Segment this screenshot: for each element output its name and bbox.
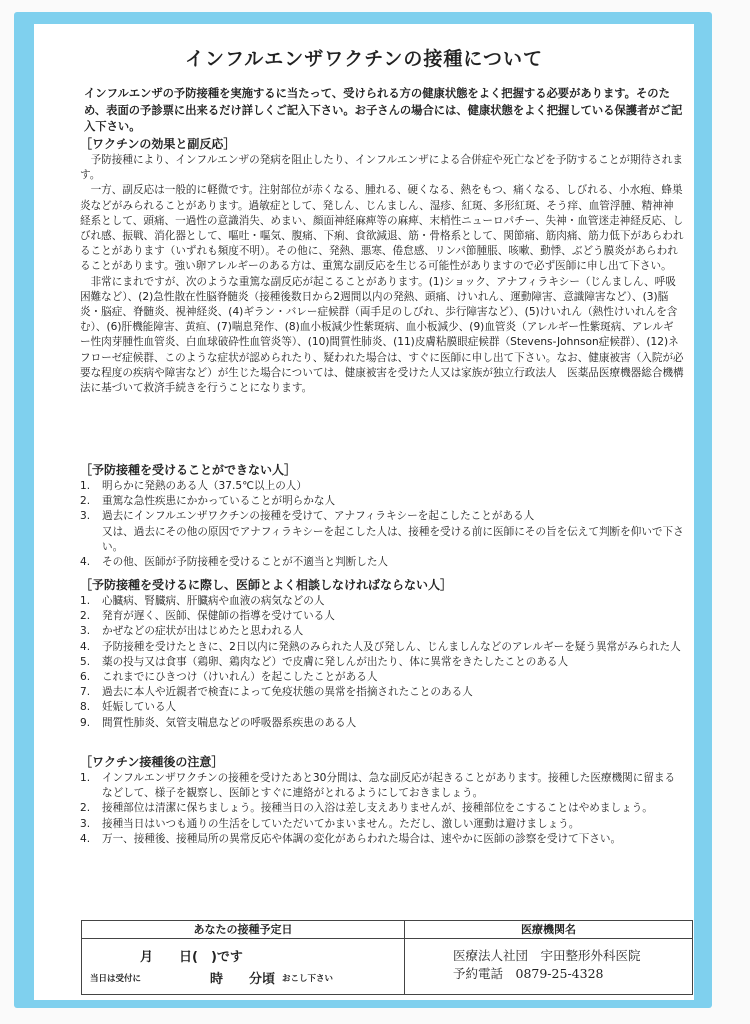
appointment-table — [81, 920, 693, 995]
clinic-header: 医療機関名 — [405, 921, 692, 939]
page-title: インフルエンザワクチンの接種について — [185, 48, 543, 70]
effects-section — [80, 136, 684, 396]
list-item: 1. 心臓病、腎臓病、肝臓病や血液の病気などの人 — [80, 595, 325, 607]
date-line: 月 日( )です — [140, 950, 243, 965]
list-item: 3. かぜなどの症状が出はじめたと思われる人 — [80, 625, 304, 638]
list-item: 6. これまでにひきつけ（けいれん）を起こしたことがある人 — [80, 671, 378, 684]
list-item: 3. 過去にインフルエンザワクチンの接種を受けて、アナフィラキシーを起こしたことがある人 — [80, 510, 535, 523]
schedule-header: あなたの接種予定日 — [82, 921, 404, 939]
come-note: おこし下さい — [282, 974, 334, 984]
after-heading: ［ワクチン接種後の注意］ — [80, 755, 224, 769]
clinic-info — [453, 947, 641, 983]
effects-heading: ［ワクチンの効果と副反応］ — [80, 137, 236, 151]
list-item: 2. 発育が遅く、医師、保健師の指導を受けている人 — [80, 610, 335, 623]
cannot-heading: ［予防接種を受けることができない人］ — [80, 463, 297, 477]
list-item: 7. 過去に本人や近親者で検査によって免疫状態の異常を指摘されたことのある人 — [80, 686, 473, 699]
list-item: 1. 明らかに発熱のある人（37.5℃以上の人） — [80, 480, 307, 492]
clinic-name: 医療法人社団 宇田整形外科医院 — [453, 948, 641, 963]
effects-paragraph: 予防接種により、インフルエンザの発病を阻止したり、インフルエンザによる合併症や死亡などを予防することが期待されます。 — [80, 154, 683, 182]
list-item: 3. 接種当日はいつも通りの生活をしていただいてかまいません。ただし、激しい運動は避けましょう。 — [80, 817, 580, 830]
consult-heading: ［予防接種を受けるに際し、医師とよく相談しなければならない人］ — [80, 578, 453, 592]
consult-section — [80, 577, 684, 731]
list-item: 9. 間質性肺炎、気管支喘息などの呼吸器系疾患のある人 — [80, 716, 357, 729]
clinic-cell — [405, 921, 692, 994]
document-page — [34, 24, 694, 1000]
cannot-section — [80, 462, 684, 570]
intro-text: インフルエンザの予防接種を実施するに当たって、受けられる方の健康状態をよく把握する必要があります。そのため、表面の予診票に出来るだけ詳しくご記入下さい。お子さんの場合には、健康状態をよく把握している保護者がご記入下さい。 — [84, 87, 683, 133]
list-item: 2. 重篤な急性疾患にかかっていることが明らかな人 — [80, 495, 336, 508]
clinic-phone: 予約電話 0879-25-4328 — [453, 966, 604, 981]
schedule-cell — [82, 921, 405, 994]
list-item: 4. 予防接種を受けたときに、2日以内に発熱のみられた人及び発しん、じんましんなどのアレルギーを疑う異常がみられた人 — [80, 640, 681, 653]
list-item: 4. その他、医師が予防接種を受けることが不適当と判断した人 — [80, 556, 389, 569]
time-line: 時 分頃 — [210, 972, 276, 987]
list-item: 5. 薬の投与又は食事（鶏卵、鶏肉など）で皮膚に発しんが出たり、体に異常をきたしたことのある人 — [80, 655, 569, 668]
list-item: 1. インフルエンザワクチンの接種を受けたあと30分間は、急な副反応が起きることがあります。接種した医療機関に留まるなどして、様子を観察し、医師とすぐに連絡がとれるようにしておきましょう。 — [80, 772, 676, 800]
arrive-note: 当日は受付に — [90, 974, 142, 984]
list-item: 2. 接種部位は清潔に保ちましょう。接種当日の入浴は差し支えありませんが、接種部位をこすることはやめましょう。 — [80, 802, 653, 815]
list-item: 4. 万一、接種後、接種局所の異常反応や体調の変化があらわれた場合は、速やかに医師の診察を受けて下さい。 — [80, 832, 622, 845]
list-item: 8. 妊娠している人 — [80, 701, 177, 714]
effects-paragraph: 一方、副反応は一般的に軽微です。注射部位が赤くなる、腫れる、硬くなる、熱をもつ、痛くなる、しびれる、小水疱、蜂巣炎などがみられることがあります。過敏症として、発しん、じんましん、湿疹、紅斑、多形紅斑、そう痒、血管浮腫、精神神経系として、頭痛、一過性の意識消失、めまい、顔面神経麻痺等の麻痺、末梢性ニューロパチー、失神・血管迷走神経反応、しびれ感、振戦、消化器として、嘔吐・嘔気、腹痛、下痢、食欲減退、筋・骨格系として、関節痛、筋肉痛、筋力低下があらわれることがあります（いずれも頻度不明）。その他に、発熱、悪寒、倦怠感、リンパ節腫脹、咳嗽、動悸、ぶどう膜炎があらわれることがあります。強い卵アレルギーのある方は、重篤な副反応を生じる可能性がありますので必ず医師に申し出て下さい。 — [80, 184, 684, 273]
after-section — [80, 754, 684, 847]
list-item-note: 又は、過去にその他の原因でアナフィラキシーを起こした人は、接種を受ける前に医師にその旨を伝えて判断を仰いで下さい。 — [102, 525, 684, 553]
effects-paragraph: 非常にまれですが、次のような重篤な副反応が起こることがあります。(1)ショック、アナフィラキシー（じんましん、呼吸困難など）、(2)急性散在性脳脊髄炎（接種後数日から2週間以内の発熱、頭痛、けいれん、運動障害、意識障害など）、(3)脳炎・脳症、脊髄炎、視神経炎、(4)ギラン・バレー症候群（両手足のしびれ、歩行障害など）、(5)けいれん（熱性けいれんを含む）、(6)肝機能障害、黄疸、(7)喘息発作、(8)血小板減少性紫斑病、血小板減少、(9)血管炎（アレルギー性紫斑病、アレルギー性肉芽腫性血管炎、白血球破砕性血管炎等）、(10)間質性肺炎、(11)皮膚粘膜眼症候群（Stevens-Johnson症候群）、(12)ネフローゼ症候群、このような症状が認められたり、疑われた場合は、すぐに医師に申し出て下さい。なお、健康被害（入院が必要な程度の疾病や障害など）が生じた場合については、健康被害を受けた人又は家族が独立行政法人 医薬品医療機器総合機構法に基づいて救済手続きを行うことになります。 — [80, 275, 684, 395]
